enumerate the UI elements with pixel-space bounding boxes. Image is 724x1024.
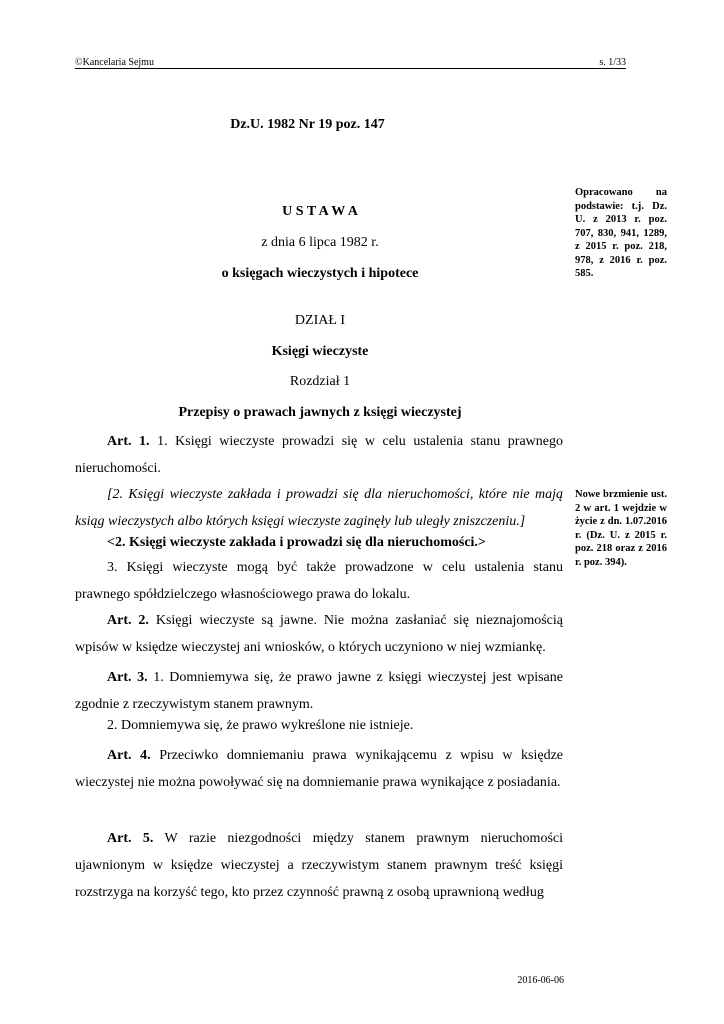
article-2-text: Księgi wieczyste są jawne. Nie można zasłaniać się nieznajomością wpisów w księdze wieczystej ani wniosków, o których uczyniono w niej wzmiankę. (75, 613, 563, 655)
header-rule (75, 68, 626, 69)
article-2-label: Art. 2. (107, 613, 149, 628)
article-5-label: Art. 5. (107, 831, 154, 846)
sidenote-basis: Opracowano na podstawie: t.j. Dz. U. z 2013 r. poz. 707, 830, 941, 1289, z 2015 r. poz. 218, 978, z 2016 r. poz. 585. (575, 187, 667, 279)
sidenote-amendment: Nowe brzmienie ust. 2 w art. 1 wejdzie w życie z dn. 1.07.2016 r. (Dz. U. z 2015 r. poz. 218 oraz z 2016 r. poz. 394). (575, 489, 667, 568)
journal-reference: Dz.U. 1982 Nr 19 poz. 147 (230, 117, 385, 132)
article-2 (75, 607, 563, 661)
division-heading: DZIAŁ I (294, 313, 346, 328)
division-title: Księgi wieczyste (271, 344, 369, 359)
article-1-para-2-old: [2. Księgi wieczyste zakłada i prowadzi się dla nieruchomości, które nie mają ksiąg wieczystych albo których księgi wieczyste zaginęły lub uległy zniszczeniu.] (75, 487, 563, 529)
article-1-para-2-new: <2. Księgi wieczyste zakłada i prowadzi się dla nieruchomości.> (107, 535, 486, 550)
article-5-text: W razie niezgodności między stanem prawnym nieruchomości ujawnionym w księdze wieczystej a rzeczywistym stanem prawnym treść księgi rozstrzyga na korzyść tego, kto przez czynność prawną z osobą uprawnioną według (75, 831, 563, 900)
chapter-title: Przepisy o prawach jawnych z księgi wieczystej (178, 405, 462, 420)
header-source: ©Kancelaria Sejmu (75, 57, 154, 68)
article-4 (75, 742, 563, 796)
chapter-heading: Rozdział 1 (289, 374, 351, 389)
article-3-label: Art. 3. (107, 670, 148, 685)
article-3-para-2: 2. Domniemywa się, że prawo wykreślone nie istnieje. (107, 718, 414, 733)
footer-date: 2016-06-06 (517, 975, 564, 986)
page-number: s. 1/33 (599, 57, 626, 68)
act-type: U S T A W A (282, 204, 358, 219)
article-4-label: Art. 4. (107, 748, 151, 763)
article-1-para-1-text: 1. Księgi wieczyste prowadzi się w celu ustalenia stanu prawnego nieruchomości. (75, 434, 563, 476)
article-3-para-1-text: 1. Domniemywa się, że prawo jawne z księgi wieczystej jest wpisane zgodnie z rzeczywistym stanem prawnym. (75, 670, 563, 712)
article-5 (75, 825, 563, 906)
article-1-para-1 (75, 428, 563, 482)
article-1-label: Art. 1. (107, 434, 150, 449)
article-1-para-3: 3. Księgi wieczyste mogą być także prowadzone w celu ustalenia stanu prawnego spółdzielczego własnościowego prawa do lokalu. (75, 560, 563, 602)
article-3-para-1 (75, 664, 563, 718)
article-4-text: Przeciwko domniemaniu prawa wynikającemu z wpisu w księdze wieczystej nie można powoływać się na domniemanie prawa wynikające z posiadania. (75, 748, 563, 790)
act-date: z dnia 6 lipca 1982 r. (261, 235, 379, 250)
act-title: o księgach wieczystych i hipotece (221, 266, 419, 281)
